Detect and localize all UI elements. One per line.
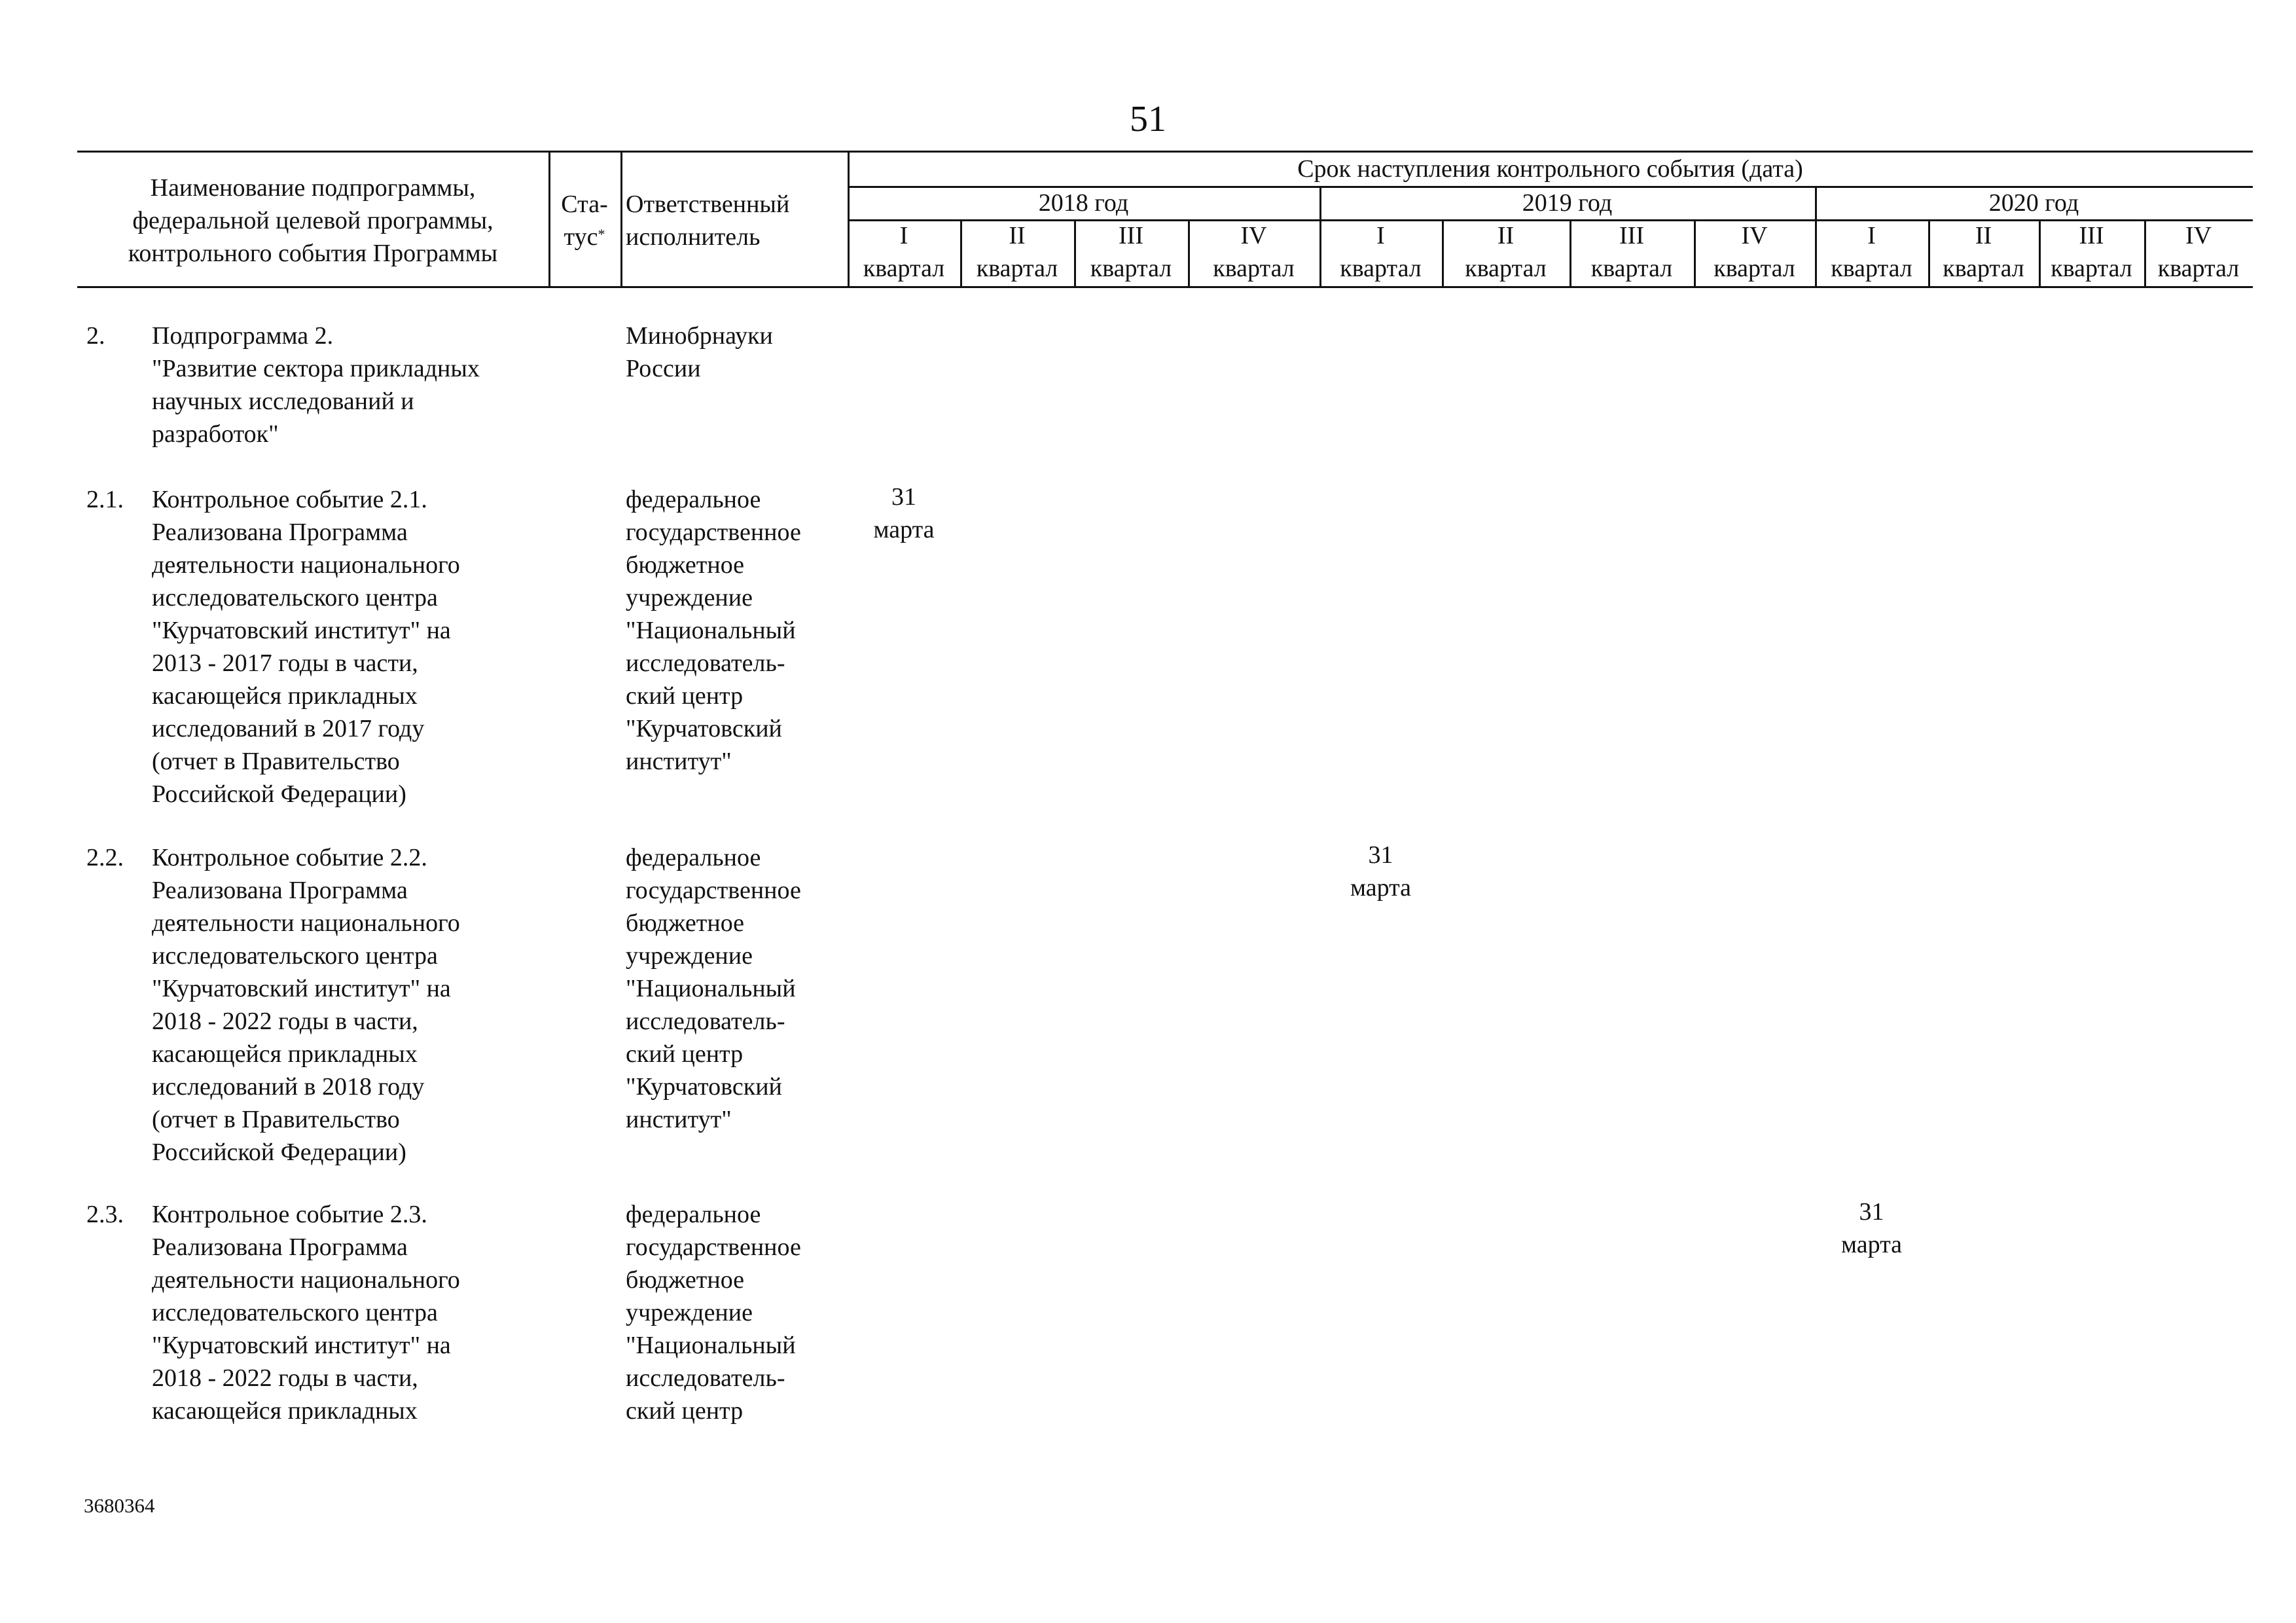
row-executor-line: государственное [626, 1233, 801, 1261]
row-executor-line: Минобрнауки [626, 322, 773, 350]
row-executor-line: ский центр [626, 1397, 744, 1425]
quarter-number: III [1119, 222, 1143, 249]
row-executor-line: ский центр [626, 682, 744, 710]
row-name-line: Российской Федерации) [152, 780, 406, 808]
quarter-number: II [1009, 222, 1026, 249]
row-executor-line: институт" [626, 748, 732, 775]
row-executor-line: бюджетное [626, 1266, 745, 1294]
row-executor-line: государственное [626, 877, 801, 904]
row-executor [626, 1198, 845, 1427]
quarter-number: I [899, 222, 908, 249]
row-name-line: (отчет в Правительство [152, 748, 400, 775]
quarter-word: квартал [976, 255, 1058, 282]
footer-code: 3680364 [84, 1494, 155, 1517]
row-executor-line: федеральное [626, 486, 761, 513]
row-name-line: 2013 - 2017 годы в части, [152, 649, 418, 677]
row-name-line: Реализована Программа [152, 1233, 408, 1261]
row-executor-line: государственное [626, 519, 801, 546]
row-executor [626, 841, 845, 1136]
row-name-line: исследовательского центра [152, 1299, 438, 1326]
row-name [152, 319, 545, 450]
year-header: 2019 год [1522, 189, 1613, 217]
row-executor-line: "Курчатовский [626, 715, 782, 742]
status-footnote-mark: * [598, 226, 605, 242]
quarter-number: IV [2185, 222, 2212, 249]
quarter-header [1319, 219, 1442, 285]
row-number: 2.1. [86, 486, 124, 513]
row-name-line: "Курчатовский институт" на [152, 1332, 451, 1359]
row-executor-line: учреждение [626, 584, 753, 611]
status-executor-divider [620, 151, 622, 286]
quarter-header [2144, 219, 2253, 285]
quarter-header [2039, 219, 2144, 285]
row-name-line: исследовательского центра [152, 584, 438, 611]
row-executor-line: федеральное [626, 844, 761, 871]
deadline-date-line: марта [1840, 1231, 1903, 1258]
row-executor-line: бюджетное [626, 909, 745, 937]
row-name-line: деятельности национального [152, 551, 460, 579]
quarter-word: квартал [1465, 255, 1547, 282]
row-name-line: (отчет в Правительство [152, 1106, 400, 1133]
row-name-line: Контрольное событие 2.1. [152, 486, 427, 513]
quarter-header [1188, 219, 1319, 285]
quarter-number: III [1619, 222, 1644, 249]
row-name-line: Российской Федерации) [152, 1139, 406, 1166]
quarter-number: I [1376, 222, 1385, 249]
header-name-column [77, 172, 548, 270]
row-name-line: научных исследований и [152, 388, 414, 415]
row-executor-line: исследователь- [626, 1008, 785, 1035]
row-name-line: касающейся прикладных [152, 1397, 418, 1425]
quarter-word: квартал [1340, 255, 1422, 282]
row-executor-line: бюджетное [626, 551, 745, 579]
row-executor-line: "Национальный [626, 617, 796, 644]
row-name-line: деятельности национального [152, 1266, 460, 1294]
deadline-date-line: 31 [891, 483, 916, 511]
quarter-number: II [1497, 222, 1515, 249]
row-executor-line: исследователь- [626, 1364, 785, 1392]
row-number: 2.3. [86, 1201, 124, 1228]
row-executor-line: "Национальный [626, 1332, 796, 1359]
row-name-line: "Курчатовский институт" на [152, 617, 451, 644]
quarter-number: I [1867, 222, 1876, 249]
row-executor-line: России [626, 355, 701, 382]
header-name-column-line: Наименование подпрограммы, [150, 174, 476, 202]
quarter-header [1928, 219, 2039, 285]
row-executor-line: ский центр [626, 1040, 744, 1068]
row-name-line: касающейся прикладных [152, 682, 418, 710]
row-executor-line: "Курчатовский [626, 1073, 782, 1101]
quarter-word: квартал [1713, 255, 1795, 282]
row-name-line: исследовательского центра [152, 942, 438, 970]
deadline-date-line: 31 [1859, 1198, 1884, 1226]
quarter-header [1815, 219, 1928, 285]
row-number: 2.2. [86, 844, 124, 871]
quarter-word: квартал [1590, 255, 1673, 282]
row-name-line: деятельности национального [152, 909, 460, 937]
quarter-number: II [1975, 222, 1992, 249]
year-header: 2018 год [1038, 189, 1129, 217]
row-name-line: касающейся прикладных [152, 1040, 418, 1068]
quarter-word: квартал [1213, 255, 1295, 282]
header-status-column [548, 188, 620, 253]
quarter-header [960, 219, 1074, 285]
row-executor-line: институт" [626, 1106, 732, 1133]
header-executor-column-line: Ответственный [626, 191, 790, 218]
deadline-date [1350, 839, 1411, 904]
row-name-line: Контрольное событие 2.2. [152, 844, 427, 871]
deadline-date-line: марта [1350, 874, 1412, 902]
header-status-line: Ста- [561, 191, 608, 218]
quarter-word: квартал [1831, 255, 1912, 282]
quarter-word: квартал [1943, 255, 2024, 282]
row-executor [626, 483, 845, 778]
quarter-word: квартал [2051, 255, 2132, 282]
quarter-word: квартал [2157, 255, 2240, 282]
quarter-header [1694, 219, 1815, 285]
quarter-header [1442, 219, 1570, 285]
quarter-number: III [2079, 222, 2104, 249]
row-name-line: "Развитие сектора прикладных [152, 355, 480, 382]
row-name [152, 483, 545, 811]
quarter-header [1074, 219, 1188, 285]
row-name-line: 2018 - 2022 годы в части, [152, 1364, 418, 1392]
row-name-line: Реализована Программа [152, 519, 408, 546]
deadline-date [873, 481, 934, 546]
row-name-line: Реализована Программа [152, 877, 408, 904]
row-number: 2. [86, 322, 105, 350]
deadline-date [1841, 1195, 1902, 1261]
header-status-text: тус [564, 223, 598, 251]
row-name-line: "Курчатовский институт" на [152, 975, 451, 1002]
row-name-line: исследований в 2017 году [152, 715, 425, 742]
year-header: 2020 год [1988, 189, 2079, 217]
row-name-line: исследований в 2018 году [152, 1073, 425, 1101]
row-name [152, 1198, 545, 1427]
quarter-word: квартал [863, 255, 945, 282]
row-executor-line: исследователь- [626, 649, 785, 677]
row-executor-line: учреждение [626, 1299, 753, 1326]
quarter-header [848, 219, 960, 285]
header-executor-column-line: исполнитель [626, 223, 761, 251]
row-executor-line: "Национальный [626, 975, 796, 1002]
quarter-number: IV [1741, 222, 1768, 249]
header-executor-column [626, 188, 848, 253]
quarter-header [1570, 219, 1694, 285]
row-name-line: разработок" [152, 420, 279, 448]
deadline-date-line: марта [873, 516, 935, 543]
quarter-number: IV [1240, 222, 1267, 249]
row-executor-line: учреждение [626, 942, 753, 970]
row-executor-line: федеральное [626, 1201, 761, 1228]
quarter-word: квартал [1090, 255, 1172, 282]
row-name-line: 2018 - 2022 годы в части, [152, 1008, 418, 1035]
page-number: 51 [1130, 99, 1166, 139]
row-name-line: Контрольное событие 2.3. [152, 1201, 427, 1228]
header-name-column-line: федеральной целевой программы, [132, 207, 493, 234]
deadline-date-line: 31 [1368, 841, 1393, 869]
row-name-line: Подпрограмма 2. [152, 322, 334, 350]
row-name [152, 841, 545, 1169]
header-bottom-rule [77, 286, 2253, 288]
deadline-title: Срок наступления контрольного события (дата) [1297, 155, 1803, 183]
header-name-column-line: контрольного события Программы [128, 240, 498, 267]
header-status-line [548, 221, 620, 253]
row-executor [626, 319, 845, 385]
